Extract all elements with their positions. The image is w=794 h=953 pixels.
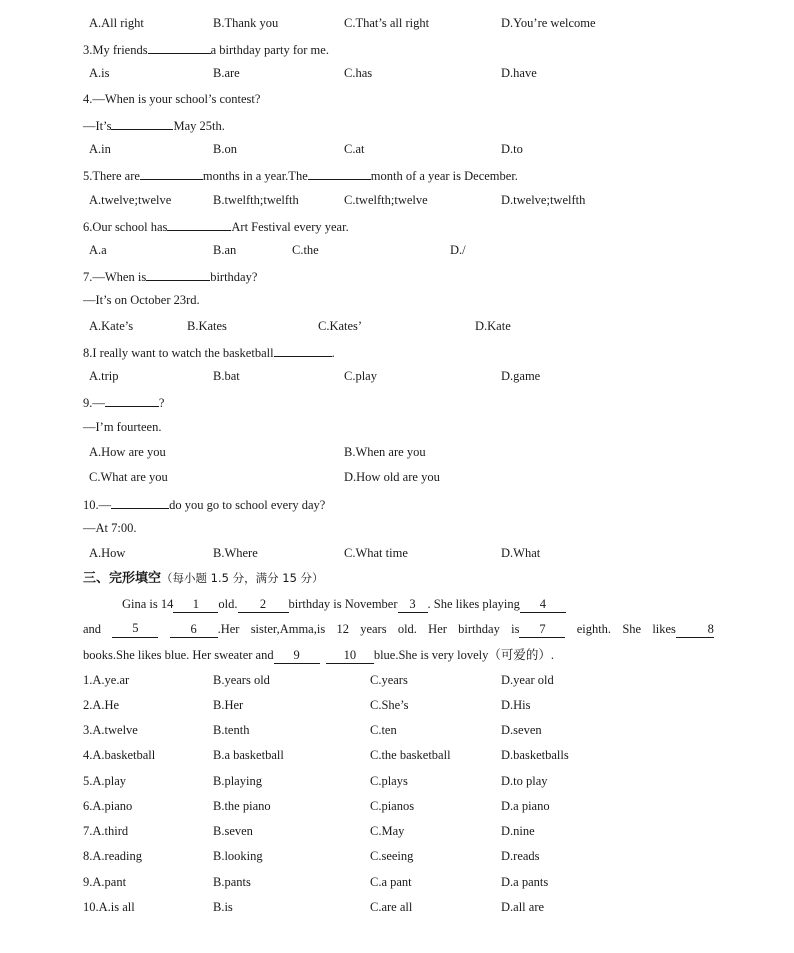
option-c: C.Kates’ xyxy=(318,319,363,333)
option-d: D.nine xyxy=(501,824,535,838)
option-a: A.Kate’s xyxy=(89,319,134,333)
question-text: 8.I really want to watch the basketball xyxy=(83,346,274,360)
answer-text: —It’s xyxy=(83,119,112,133)
option-d: D.game xyxy=(501,369,541,383)
question-text: . xyxy=(331,346,335,360)
option-a: A.in xyxy=(89,142,111,156)
passage-fragment xyxy=(511,621,565,638)
passage-text: eighth. xyxy=(576,622,612,636)
option-a: 3.A.twelve xyxy=(83,723,138,737)
option-c: C.What time xyxy=(344,546,408,560)
option-c: C.pianos xyxy=(370,799,415,813)
passage-text: books.She likes blue. Her sweater and xyxy=(83,648,274,662)
option-d: D.reads xyxy=(501,849,540,863)
option-a: 5.A.play xyxy=(83,774,127,788)
option-b: B.Thank you xyxy=(213,16,279,30)
passage-text: Her xyxy=(428,622,447,636)
option-b: B.When are you xyxy=(344,445,426,459)
option-a: A.a xyxy=(89,243,107,257)
question-text: 9.— xyxy=(83,396,105,410)
passage-text: is xyxy=(511,622,520,636)
option-d: D.How old are you xyxy=(344,470,440,484)
option-b: B.bat xyxy=(213,369,240,383)
question-4-answer xyxy=(83,116,225,134)
question-6 xyxy=(83,217,349,235)
question-9-answer: —I’m fourteen. xyxy=(83,420,162,434)
option-a: 9.A.pant xyxy=(83,875,127,889)
question-text: 3.My friends xyxy=(83,43,148,57)
option-b: B.a basketball xyxy=(213,748,284,762)
question-7 xyxy=(83,267,257,285)
blank-7: 7 xyxy=(519,622,565,638)
answer-blank xyxy=(105,393,159,407)
passage-line-2 xyxy=(83,621,714,638)
option-a: A.How are you xyxy=(89,445,166,459)
question-9 xyxy=(83,393,164,411)
option-a: 8.A.reading xyxy=(83,849,143,863)
answer-blank xyxy=(146,267,210,281)
option-a: 1.A.ye.ar xyxy=(83,673,130,687)
passage-text: likes xyxy=(652,622,676,636)
answer-blank xyxy=(167,217,231,231)
passage-line-3 xyxy=(83,647,554,664)
option-d: D.basketballs xyxy=(501,748,569,762)
blank-5: 5 xyxy=(112,621,158,638)
question-text: ? xyxy=(158,396,165,410)
option-c: C.the basketball xyxy=(370,748,451,762)
option-d: D.a pants xyxy=(501,875,549,889)
option-d: D.You’re welcome xyxy=(501,16,596,30)
passage-fragment xyxy=(170,621,240,638)
passage-text: She xyxy=(622,622,642,636)
option-b: B.seven xyxy=(213,824,253,838)
passage-line-1 xyxy=(122,596,566,613)
section-title: 三、完形填空 xyxy=(83,571,162,586)
option-a: 4.A.basketball xyxy=(83,748,156,762)
section-heading xyxy=(83,570,324,587)
passage-text: .Her xyxy=(217,622,240,636)
option-b: B.Her xyxy=(213,698,244,712)
question-text: 6.Our school has xyxy=(83,220,168,234)
question-5 xyxy=(83,166,518,184)
passage-text: Gina is 14 xyxy=(122,597,174,611)
passage-text: and xyxy=(83,622,102,636)
question-4: 4.—When is your school’s contest? xyxy=(83,92,261,106)
option-b: B.is xyxy=(213,900,233,914)
option-a: A.trip xyxy=(89,369,119,383)
answer-blank xyxy=(148,40,211,54)
option-c: C.She’s xyxy=(370,698,409,712)
question-3 xyxy=(83,40,329,58)
passage-text: . She likes playing xyxy=(427,597,520,611)
option-d: D./ xyxy=(450,243,466,257)
option-b: B.pants xyxy=(213,875,251,889)
passage-text: sister,Amma,is xyxy=(250,622,326,636)
option-b: B.looking xyxy=(213,849,263,863)
question-text: 10.— xyxy=(83,498,112,512)
option-c: C.has xyxy=(344,66,373,80)
question-text: month of a year is December. xyxy=(370,169,518,183)
answer-text: May 25th. xyxy=(173,119,225,133)
blank-8: 8 xyxy=(676,622,714,638)
option-c: C.the xyxy=(292,243,319,257)
option-c: C.play xyxy=(344,369,377,383)
option-b: B.years old xyxy=(213,673,270,687)
blank-2: 2 xyxy=(238,597,289,613)
passage-text: birthday is November xyxy=(288,597,398,611)
option-b: B.playing xyxy=(213,774,262,788)
option-d: D.year old xyxy=(501,673,554,687)
question-text: 5.There are xyxy=(83,169,140,183)
passage-text: years xyxy=(360,622,387,636)
option-d: D.have xyxy=(501,66,537,80)
passage-text: birthday xyxy=(458,622,500,636)
option-d: D.to play xyxy=(501,774,548,788)
option-b: B.on xyxy=(213,142,237,156)
option-c: C.at xyxy=(344,142,365,156)
question-7-answer: —It’s on October 23rd. xyxy=(83,293,200,307)
question-text: birthday? xyxy=(210,270,258,284)
option-c: C.plays xyxy=(370,774,408,788)
blank-4: 4 xyxy=(520,597,566,613)
answer-blank xyxy=(140,166,203,180)
answer-blank xyxy=(111,495,169,509)
question-10-answer: —At 7:00. xyxy=(83,521,137,535)
option-b: B.Where xyxy=(213,546,258,560)
passage-fragment xyxy=(652,621,714,638)
passage-text: old. xyxy=(218,597,238,611)
option-d: D.His xyxy=(501,698,531,712)
option-a: 10.A.is all xyxy=(83,900,135,914)
option-d: D.What xyxy=(501,546,541,560)
option-d: D.twelve;twelfth xyxy=(501,193,586,207)
answer-blank xyxy=(111,116,173,130)
option-c: C.May xyxy=(370,824,405,838)
option-b: B.Kates xyxy=(187,319,227,333)
option-d: D.all are xyxy=(501,900,545,914)
question-10 xyxy=(83,495,325,513)
answer-blank xyxy=(308,166,371,180)
option-a: A.How xyxy=(89,546,126,560)
passage-text: blue.She is very lovely（可爱的）. xyxy=(373,648,555,662)
option-c: C.are all xyxy=(370,900,413,914)
option-c: C.ten xyxy=(370,723,397,737)
option-a: 6.A.piano xyxy=(83,799,133,813)
option-c: C.a pant xyxy=(370,875,412,889)
option-c: C.What are you xyxy=(89,470,168,484)
option-b: B.twelfth;twelfth xyxy=(213,193,299,207)
option-d: D.Kate xyxy=(475,319,511,333)
blank-10: 10 xyxy=(326,648,374,664)
question-8 xyxy=(83,343,335,361)
passage-text: old. xyxy=(397,622,417,636)
option-c: C.That’s all right xyxy=(344,16,430,30)
question-text: months in a year.The xyxy=(202,169,308,183)
option-c: C.seeing xyxy=(370,849,414,863)
option-b: B.an xyxy=(213,243,237,257)
option-c: C.twelfth;twelve xyxy=(344,193,428,207)
option-d: D.to xyxy=(501,142,523,156)
option-a: A.is xyxy=(89,66,110,80)
option-d: D.seven xyxy=(501,723,542,737)
question-text: a birthday party for me. xyxy=(210,43,329,57)
option-a: 2.A.He xyxy=(83,698,120,712)
question-text: Art Festival every year. xyxy=(231,220,349,234)
option-b: B.are xyxy=(213,66,240,80)
option-a: 7.A.third xyxy=(83,824,129,838)
question-text: do you go to school every day? xyxy=(169,498,326,512)
option-d: D.a piano xyxy=(501,799,550,813)
option-a: A.twelve;twelve xyxy=(89,193,172,207)
answer-blank xyxy=(274,343,332,357)
option-c: C.years xyxy=(370,673,408,687)
passage-text: 12 xyxy=(336,622,349,636)
blank-1: 1 xyxy=(173,597,218,613)
section-note: （每小题 1.5 分，满分 15 分） xyxy=(161,571,324,585)
option-b: B.the piano xyxy=(213,799,271,813)
option-b: B.tenth xyxy=(213,723,250,737)
option-a: A.All right xyxy=(89,16,144,30)
blank-9: 9 xyxy=(274,648,320,664)
blank-3: 3 xyxy=(398,597,428,613)
blank-6: 6 xyxy=(170,622,218,638)
question-text: 7.—When is xyxy=(83,270,147,284)
